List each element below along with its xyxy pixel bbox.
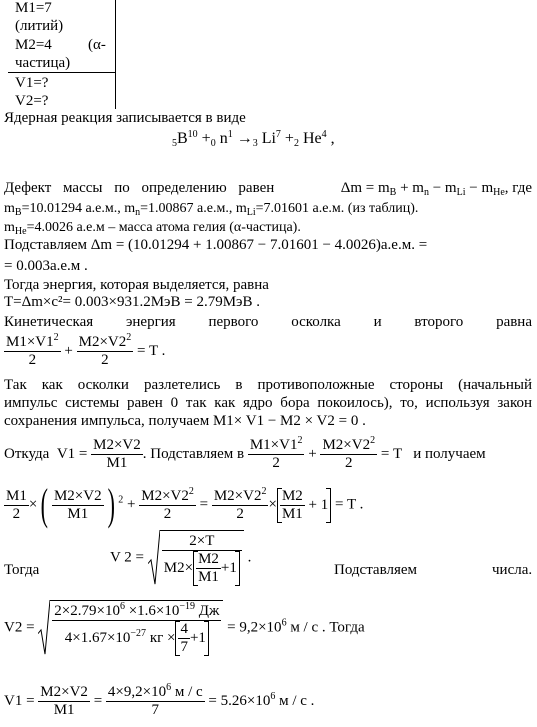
substitution-line: Подставляем Δm = (10.01294 + 1.00867 − 7.01601 − 4.0026)а.е.м. = xyxy=(4,237,428,253)
kinetic-formula: $\frac{M1\times V1^2}{2}$ + $\frac{M2\times V2^2}{2}$ = T . xyxy=(6,332,166,368)
comma: , xyxy=(326,130,335,147)
b-symbol: B xyxy=(177,130,188,147)
given-block xyxy=(0,0,116,109)
then2-text: . Тогда xyxy=(321,619,365,636)
n-symbol: n xyxy=(215,130,228,147)
he-mass: 4 xyxy=(321,129,327,140)
li-charge: 3 xyxy=(252,138,258,149)
defect-formula-start: Δm = m xyxy=(340,180,390,196)
b-mass: 10 xyxy=(187,129,198,140)
defect-text: Дефект массы по определению равен xyxy=(4,180,275,196)
plus-sign-2: + xyxy=(280,130,294,147)
given-v1: V1=? xyxy=(15,75,49,91)
kinetic-line: Кинетическая энергия первого осколка и второго равна xyxy=(4,314,532,330)
sqrt-v2: 2×T M2× $\frac{M2}{M1}$ +1 xyxy=(148,530,244,586)
he-charge: 2 xyxy=(293,138,299,149)
then-text: Тогда xyxy=(4,562,40,578)
and-get-text: и получаем xyxy=(413,445,486,462)
mass-n: =1.00867 а.е.м., m xyxy=(140,201,247,216)
defect-formula: $\Delta m = m_B + m_n - m_{Li} - m_{He}$, где xyxy=(340,180,532,198)
given-m2-note-b: частица) xyxy=(15,55,71,71)
v1-numeric: V1 = $\frac{M2\times V2}{M1}$ = $\frac{4\times 9,2\times 10^6 м / с}{7}$ = $5.26\times 10^6$ м / с . xyxy=(4,682,315,718)
subst-in-text: . Подставляем в xyxy=(142,445,245,462)
m-he-symbol: m xyxy=(4,220,15,235)
substitute-text: Подставляем xyxy=(334,562,418,578)
energy-intro: Тогда энергия, которая выделяется, равна xyxy=(4,277,269,293)
substitution-result: = 0.003а.е.м . xyxy=(4,258,88,274)
plus-sign: + xyxy=(197,130,211,147)
momentum-line-3: сохранения импульса, получаем M1× V1 − M2 × V2 = 0 . xyxy=(4,413,366,429)
v2-numeric: V2 = $2\times 2.79\times 10^6 \times 1.6\times 10^{-19}$ Дж $4\times 1.67\times 10^{-27}$ кг × $\frac{4}{7}$ +1 = $9,2\times 10^6$ м / с . Тогда xyxy=(4,601,365,655)
given-m2-note-a: (α- xyxy=(88,37,106,53)
nuclear-reaction xyxy=(172,130,335,148)
momentum-line-2: импульс системы равен 0 так как ядро бора покоилось), то, используя закон xyxy=(4,395,532,411)
he-symbol: He xyxy=(298,130,322,147)
b-charge: 5 xyxy=(172,138,177,149)
given-v2: V2=? xyxy=(15,93,49,109)
defect-end: , где xyxy=(504,180,532,196)
n-mass: 1 xyxy=(227,129,233,140)
li-symbol: Li xyxy=(257,130,276,147)
mass-li: =7.01601 а.е.м. (из таблиц). xyxy=(255,201,419,216)
sqrt-v2-numeric: $2\times 2.79\times 10^6 \times 1.6\times 10^{-19}$ Дж $4\times 1.67\times 10^{-27}$ кг × $\frac{4}{7}$ +1 xyxy=(38,600,223,656)
whence-line: Откуда V1 = $\frac{M2\times V2}{M1}$ . Подставляем в $\frac{M1\times V1^2}{2}$ + $\frac{M2\times V2^2}{2}$ = T и получаем xyxy=(4,435,486,471)
energy-formula: T=Δm×c²= 0.003×931.2МэВ = 2.79МэВ . xyxy=(4,294,260,310)
arrow-icon: → xyxy=(232,130,253,147)
mass-b: =10.01294 а.е.м., m xyxy=(21,201,136,216)
given-horizontal-line xyxy=(8,72,116,73)
li-mass: 7 xyxy=(275,129,281,140)
given-m2: M2=4 xyxy=(15,37,52,53)
n-charge: 0 xyxy=(210,138,216,149)
reaction-intro: Ядерная реакция записывается в виде xyxy=(4,110,246,126)
numbers-text: числа. xyxy=(492,562,533,578)
whence-text: Откуда xyxy=(4,445,50,462)
momentum-line-1: Так как осколки разлетелись в противоположные стороны (начальный xyxy=(4,377,532,393)
v2-formula: V 2 = 2×T M2× $\frac{M2}{M1}$ +1 . xyxy=(110,530,251,586)
m-symbol: m xyxy=(4,201,15,216)
given-m1-note: (литий) xyxy=(15,18,64,34)
he-mass-line: $m_{He}=4.0026$ а.е.м – масса атома гелия (α-частица). xyxy=(4,220,301,237)
given-m1: M1=7 xyxy=(15,0,52,16)
defect-line xyxy=(4,180,532,197)
masses-line: $m_B=10.01294$ а.е.м., $m_n=1.00867$ а.е.м., $m_{Li}=7.01601$ а.е.м. (из таблиц). xyxy=(4,201,419,218)
combined-equation: $\frac{M1}{2}$ ×( $\frac{M2\times V2}{M1}$ ) $^2$ + $\frac{M2\times V2^2}{2}$ = $\frac{M2\times V2^2}{2}$ × $\frac{M2}{M1}$ + 1 = T . xyxy=(6,480,364,529)
given-vertical-line xyxy=(115,0,116,109)
mass-he: =4.0026 а.е.м – масса атома гелия (α-частица). xyxy=(26,220,301,235)
